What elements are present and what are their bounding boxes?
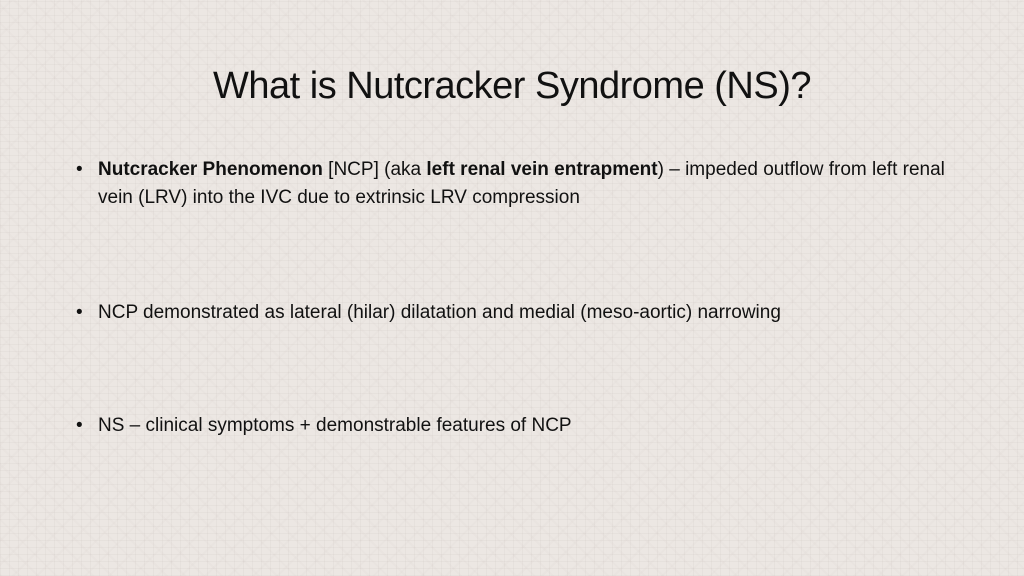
- bullet-item-ncp-demonstrated: [76, 299, 781, 327]
- bullet-text-part: [NCP] (aka: [322, 159, 427, 180]
- bullet-text: NS – clinical symptoms + demonstrable features of NCP: [98, 415, 572, 436]
- term-nutcracker-phenomenon: Nutcracker Phenomenon: [98, 159, 323, 180]
- term-left-renal-vein-entrapment: left renal vein entrapment: [426, 159, 658, 180]
- bullet-item-nutcracker-phenomenon: [76, 156, 956, 212]
- bullet-text: NCP demonstrated as lateral (hilar) dilatation and medial (meso-aortic) narrowing: [98, 302, 781, 323]
- slide-title: What is Nutcracker Syndrome (NS)?: [213, 65, 811, 107]
- bullet-text-part: ) – impeded outflow from left renal vein (LRV) into the IVC due to extrinsic LRV compression: [98, 159, 945, 208]
- bullet-item-ns-definition: [76, 412, 572, 440]
